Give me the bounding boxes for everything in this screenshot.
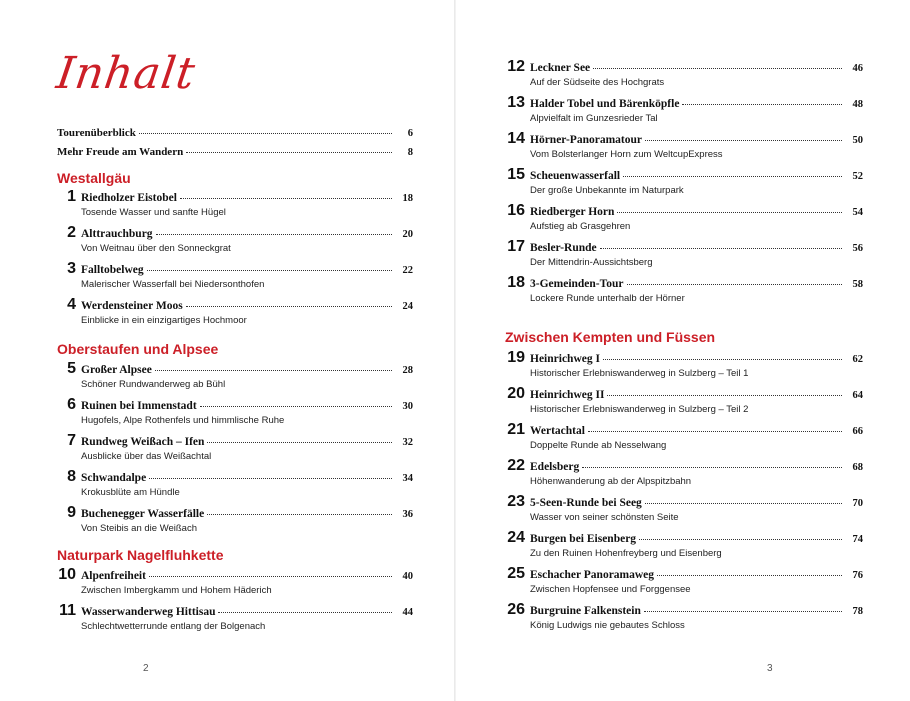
- toc-page-number: 52: [852, 171, 863, 182]
- tour-number: 2: [67, 224, 76, 241]
- tour-number: 12: [507, 58, 525, 75]
- toc-entry-head: [57, 432, 413, 450]
- toc-page-number: 68: [852, 462, 863, 473]
- tour-number: 11: [59, 602, 76, 619]
- toc-page-number: 28: [402, 365, 413, 376]
- toc-entry[interactable]: [505, 202, 863, 232]
- page-number-footer: 3: [767, 663, 773, 674]
- tour-title: 3-Gemeinden-Tour: [530, 278, 624, 290]
- toc-entry-head: [505, 274, 863, 292]
- toc-entry[interactable]: [505, 421, 863, 451]
- toc-entry[interactable]: [505, 130, 863, 160]
- tour-number: 14: [507, 130, 525, 147]
- tour-title: Alttrauchburg: [81, 228, 153, 240]
- tour-subtitle: Doppelte Runde ab Nesselwang: [530, 440, 667, 451]
- right-page: [455, 0, 910, 701]
- leader-dots: [603, 358, 842, 360]
- toc-page-number: 24: [402, 301, 413, 312]
- tour-title: Großer Alpsee: [81, 364, 152, 376]
- tour-number: 5: [67, 360, 76, 377]
- toc-entry[interactable]: [57, 224, 413, 254]
- toc-entry-head: [505, 202, 863, 220]
- tour-number: 25: [507, 565, 525, 582]
- tour-title: Eschacher Panoramaweg: [530, 569, 655, 581]
- tour-number: 17: [507, 238, 525, 255]
- leader-dots: [682, 103, 842, 105]
- toc-page-number: 32: [402, 437, 413, 448]
- tour-number: 3: [67, 260, 76, 277]
- tour-subtitle: König Ludwigs nie gebautes Schloss: [530, 620, 685, 631]
- tour-number: 23: [507, 493, 525, 510]
- tour-subtitle: Lockere Runde unterhalb der Hörner: [530, 293, 685, 304]
- tour-number: 8: [67, 468, 76, 485]
- tour-subtitle: Zwischen Imbergkamm und Hohem Häderich: [81, 585, 272, 596]
- section-heading: Oberstaufen und Alpsee: [57, 341, 219, 357]
- tour-subtitle: Von Weitnau über den Sonneckgrat: [81, 243, 231, 254]
- toc-entry[interactable]: [57, 602, 413, 632]
- toc-entry-head: [505, 94, 863, 112]
- toc-entry-head: [505, 601, 863, 619]
- toc-page-number: 58: [852, 279, 863, 290]
- toc-entry-head: [57, 360, 413, 378]
- tour-number: 15: [507, 166, 525, 183]
- tour-title: Werdensteiner Moos: [81, 300, 183, 312]
- page-title: Inhalt: [53, 48, 199, 99]
- toc-misc-item[interactable]: [57, 146, 413, 158]
- toc-entry-head: [57, 224, 413, 242]
- section-heading: Zwischen Kempten und Füssen: [505, 329, 716, 345]
- tour-number: 7: [67, 432, 76, 449]
- page-number-footer: 2: [143, 663, 149, 674]
- toc-entry-head: [505, 385, 863, 403]
- tour-title: Rundweg Weißach – Ifen: [81, 436, 205, 448]
- toc-entry[interactable]: [505, 94, 863, 124]
- leader-dots: [149, 477, 392, 479]
- leader-dots: [588, 430, 842, 432]
- toc-page-number: 8: [407, 147, 413, 158]
- toc-page-number: 74: [852, 534, 863, 545]
- leader-dots: [139, 132, 392, 134]
- toc-entry[interactable]: [505, 493, 863, 523]
- tour-subtitle: Alpvielfalt im Gunzesrieder Tal: [530, 113, 658, 124]
- tour-number: 9: [67, 504, 76, 521]
- tour-subtitle: Historischer Erlebniswanderweg in Sulzberg – Teil 1: [530, 368, 749, 379]
- leader-dots: [645, 139, 842, 141]
- tour-subtitle: Historischer Erlebniswanderweg in Sulzberg – Teil 2: [530, 404, 749, 415]
- toc-entry-head: [505, 349, 863, 367]
- tour-number: 24: [507, 529, 525, 546]
- leader-dots: [644, 610, 842, 612]
- leader-dots: [600, 247, 842, 249]
- tour-number: 16: [507, 202, 525, 219]
- tour-number: 1: [67, 188, 76, 205]
- toc-entry-head: [505, 166, 863, 184]
- toc-entry[interactable]: [57, 296, 413, 326]
- tour-subtitle: Höhenwanderung ab der Alpspitzbahn: [530, 476, 692, 487]
- toc-entry[interactable]: [57, 432, 413, 462]
- leader-dots: [186, 305, 392, 307]
- toc-entry[interactable]: [505, 529, 863, 559]
- toc-entry-head: [57, 602, 413, 620]
- toc-page-number: 44: [402, 607, 413, 618]
- tour-title: 5-Seen-Runde bei Seeg: [530, 497, 642, 509]
- toc-entry-head: [505, 58, 863, 76]
- toc-page-number: 78: [852, 606, 863, 617]
- leader-dots: [207, 441, 392, 443]
- tour-number: 22: [507, 457, 525, 474]
- toc-entry-head: [57, 504, 413, 522]
- toc-page-number: 62: [852, 354, 863, 365]
- tour-subtitle: Der große Unbekannte im Naturpark: [530, 185, 684, 196]
- toc-page-number: 56: [852, 243, 863, 254]
- tour-number: 26: [507, 601, 525, 618]
- section-heading: Westallgäu: [57, 170, 131, 186]
- leader-dots: [607, 394, 842, 396]
- tour-number: 18: [507, 274, 525, 291]
- leader-dots: [627, 283, 843, 285]
- leader-dots: [186, 151, 392, 153]
- tour-title: Scheuenwasserfall: [530, 170, 621, 182]
- tour-subtitle: Schöner Rundwanderweg ab Bühl: [81, 379, 226, 390]
- tour-number: 20: [507, 385, 525, 402]
- leader-dots: [200, 405, 392, 407]
- toc-entry[interactable]: [57, 260, 413, 290]
- toc-entry[interactable]: [505, 238, 863, 268]
- tour-title: Hörner-Panoramatour: [530, 134, 642, 146]
- tour-number: 21: [507, 421, 525, 438]
- leader-dots: [639, 538, 842, 540]
- leader-dots: [218, 611, 392, 613]
- leader-dots: [147, 269, 392, 271]
- toc-page-number: 54: [852, 207, 863, 218]
- tour-number: 19: [507, 349, 525, 366]
- toc-entry[interactable]: [57, 360, 413, 390]
- toc-entry-head: [505, 238, 863, 256]
- tour-subtitle: Zu den Ruinen Hohenfreyberg und Eisenberg: [530, 548, 722, 559]
- leader-dots: [593, 67, 842, 69]
- tour-subtitle: Von Steibis an die Weißach: [81, 523, 198, 534]
- toc-entry-head: [505, 565, 863, 583]
- tour-subtitle: Hugofels, Alpe Rothenfels und himmlische Ruhe: [81, 415, 285, 426]
- tour-subtitle: Einblicke in ein einzigartiges Hochmoor: [81, 315, 247, 326]
- leader-dots: [657, 574, 842, 576]
- toc-entry[interactable]: [505, 274, 863, 304]
- tour-title: Wasserwanderweg Hittisau: [81, 606, 216, 618]
- toc-page-number: 18: [402, 193, 413, 204]
- tour-title: Buchenegger Wasserfälle: [81, 508, 205, 520]
- toc-page-number: 30: [402, 401, 413, 412]
- tour-title: Burgen bei Eisenberg: [530, 533, 637, 545]
- tour-title: Edelsberg: [530, 461, 580, 473]
- tour-title: Halder Tobel und Bärenköpfle: [530, 98, 680, 110]
- toc-entry[interactable]: [505, 166, 863, 196]
- toc-misc-item[interactable]: [57, 127, 413, 139]
- leader-dots: [155, 369, 392, 371]
- toc-page-number: 70: [852, 498, 863, 509]
- toc-misc-label: Mehr Freude am Wandern: [57, 146, 184, 158]
- tour-subtitle: Krokusblüte am Hündle: [81, 487, 180, 498]
- toc-page-number: 20: [402, 229, 413, 240]
- toc-page-number: 34: [402, 473, 413, 484]
- tour-title: Heinrichweg II: [530, 389, 605, 401]
- leader-dots: [645, 502, 842, 504]
- tour-title: Alpenfreiheit: [81, 570, 146, 582]
- tour-subtitle: Malerischer Wasserfall bei Niedersonthofen: [81, 279, 265, 290]
- tour-subtitle: Wasser von seiner schönsten Seite: [530, 512, 679, 523]
- leader-dots: [156, 233, 392, 235]
- leader-dots: [207, 513, 392, 515]
- tour-number: 10: [58, 566, 76, 583]
- toc-entry-head: [57, 260, 413, 278]
- toc-entry[interactable]: [57, 396, 413, 426]
- toc-page-number: 40: [402, 571, 413, 582]
- toc-entry[interactable]: [505, 457, 863, 487]
- tour-subtitle: Auf der Südseite des Hochgrats: [530, 77, 665, 88]
- toc-page-number: 46: [852, 63, 863, 74]
- toc-misc-label: Tourenüberblick: [57, 127, 136, 139]
- toc-page-number: 64: [852, 390, 863, 401]
- toc-entry[interactable]: [505, 385, 863, 415]
- toc-page-number: 6: [407, 128, 413, 139]
- tour-title: Riedberger Horn: [530, 206, 615, 218]
- tour-subtitle: Schlechtwetterrunde entlang der Bolgenach: [81, 621, 266, 632]
- toc-entry[interactable]: [57, 468, 413, 498]
- toc-entry[interactable]: [505, 565, 863, 595]
- tour-subtitle: Der Mittendrin-Aussichtsberg: [530, 257, 653, 268]
- toc-entry-head: [505, 421, 863, 439]
- leader-dots: [180, 197, 392, 199]
- toc-entry-head: [505, 529, 863, 547]
- leader-dots: [623, 175, 842, 177]
- toc-entry-head: [505, 457, 863, 475]
- toc-entry[interactable]: [57, 566, 413, 596]
- tour-title: Riedholzer Eistobel: [81, 192, 177, 204]
- toc-page-number: 50: [852, 135, 863, 146]
- tour-title: Ruinen bei Immenstadt: [81, 400, 197, 412]
- tour-title: Schwandalpe: [81, 472, 147, 484]
- toc-page-number: 76: [852, 570, 863, 581]
- toc-page-number: 22: [402, 265, 413, 276]
- toc-entry-head: [505, 130, 863, 148]
- tour-subtitle: Zwischen Hopfensee und Forggensee: [530, 584, 691, 595]
- toc-entry[interactable]: [505, 58, 863, 88]
- tour-number: 13: [507, 94, 525, 111]
- tour-subtitle: Ausblicke über das Weißachtal: [81, 451, 212, 462]
- toc-entry[interactable]: [57, 504, 413, 534]
- toc-entry-head: [57, 296, 413, 314]
- toc-entry[interactable]: [57, 188, 413, 218]
- section-heading: Naturpark Nagelfluhkette: [57, 547, 224, 563]
- toc-entry-head: [57, 188, 413, 206]
- toc-page-number: 66: [852, 426, 863, 437]
- tour-title: Falltobelweg: [81, 264, 144, 276]
- tour-title: Heinrichweg I: [530, 353, 600, 365]
- tour-title: Besler-Runde: [530, 242, 597, 254]
- leader-dots: [617, 211, 842, 213]
- toc-entry-head: [505, 493, 863, 511]
- tour-number: 4: [67, 296, 76, 313]
- tour-subtitle: Vom Bolsterlanger Horn zum WeltcupExpress: [530, 149, 723, 160]
- tour-subtitle: Aufstieg ab Grasgehren: [530, 221, 631, 232]
- tour-title: Burgruine Falkenstein: [530, 605, 641, 617]
- toc-page-number: 36: [402, 509, 413, 520]
- tour-number: 6: [67, 396, 76, 413]
- toc-page-number: 48: [852, 99, 863, 110]
- tour-title: Leckner See: [530, 62, 591, 74]
- tour-title: Wertachtal: [530, 425, 585, 437]
- tour-subtitle: Tosende Wasser und sanfte Hügel: [81, 207, 226, 218]
- toc-entry[interactable]: [505, 349, 863, 379]
- toc-entry-head: [57, 468, 413, 486]
- toc-entry[interactable]: [505, 601, 863, 631]
- toc-entry-head: [57, 566, 413, 584]
- leader-dots: [149, 575, 392, 577]
- toc-entry-head: [57, 396, 413, 414]
- leader-dots: [582, 466, 842, 468]
